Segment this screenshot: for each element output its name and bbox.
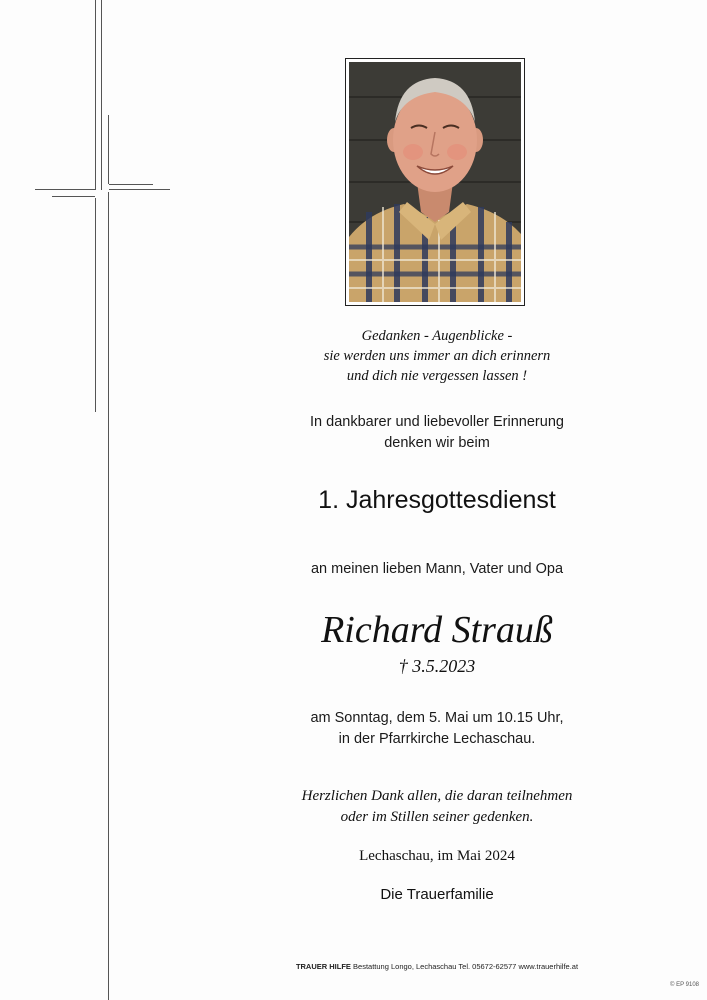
deceased-name: Richard Strauß bbox=[321, 609, 553, 651]
verse bbox=[237, 326, 637, 386]
footer bbox=[237, 962, 637, 971]
portrait-photo bbox=[349, 62, 521, 302]
thanks-line: Herzlichen Dank allen, die daran teilnehmen bbox=[301, 788, 573, 804]
verse-line: Gedanken - Augenblicke - bbox=[361, 328, 513, 344]
thanks-line: oder im Stillen seiner gedenken. bbox=[340, 809, 534, 825]
intro-line: In dankbarer und liebevoller Erinnerung bbox=[310, 414, 564, 430]
service-title: 1. Jahresgottesdienst bbox=[318, 486, 556, 514]
death-date: † 3.5.2023 bbox=[398, 656, 476, 676]
signature: Die Trauerfamilie bbox=[380, 886, 494, 903]
details-line: in der Pfarrkirche Lechaschau. bbox=[338, 731, 536, 747]
portrait-frame bbox=[345, 58, 525, 306]
verse-line: sie werden uns immer an dich erinnern bbox=[323, 348, 551, 364]
footer-text: Bestattung Longo, Lechaschau Tel. 05672-62577 www.trauerhilfe.at bbox=[353, 962, 579, 971]
copyright: © EP 9108 bbox=[670, 982, 699, 988]
place-date: Lechaschau, im Mai 2024 bbox=[359, 848, 515, 864]
details-line: am Sonntag, dem 5. Mai um 10.15 Uhr, bbox=[310, 710, 564, 726]
thanks-text bbox=[237, 786, 637, 828]
cross-icon bbox=[0, 0, 200, 1000]
service-details bbox=[237, 708, 637, 750]
verse-line: und dich nie vergessen lassen ! bbox=[346, 368, 528, 384]
intro-line: denken wir beim bbox=[384, 435, 490, 451]
footer-brand: TRAUER HILFE bbox=[295, 962, 351, 971]
relation-text: an meinen lieben Mann, Vater und Opa bbox=[310, 561, 564, 577]
intro-text bbox=[237, 412, 637, 454]
